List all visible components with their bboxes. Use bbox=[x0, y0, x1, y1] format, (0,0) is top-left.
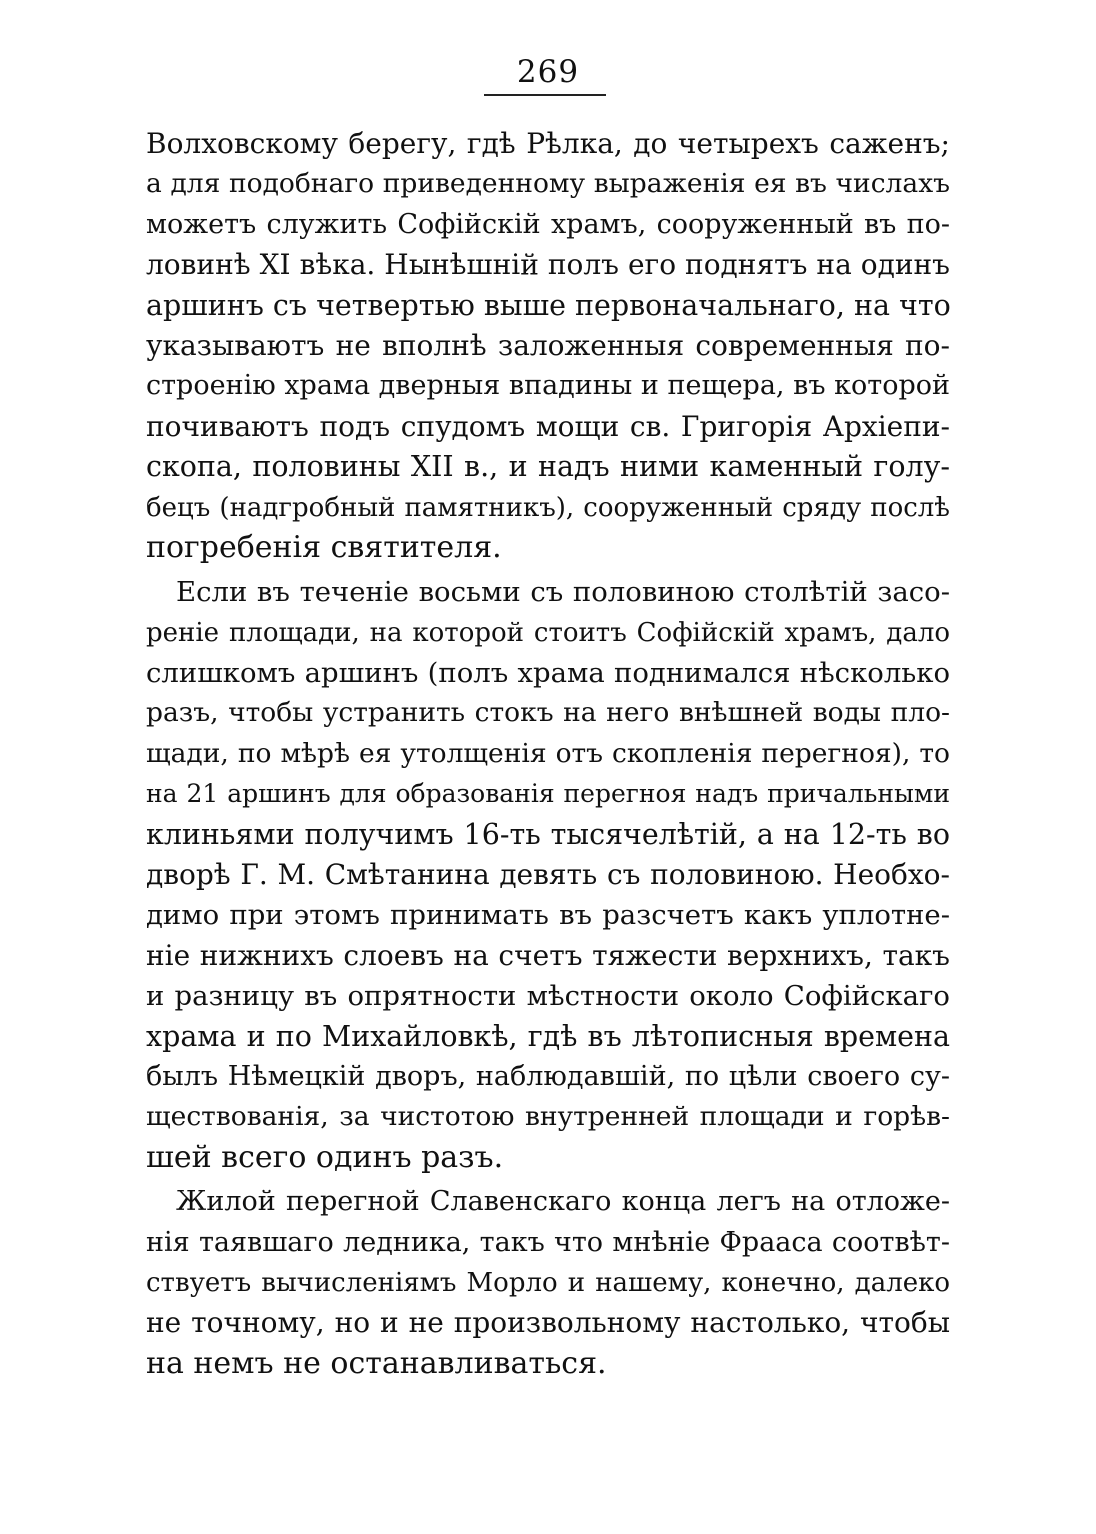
text-line: клиньями получимъ 16-ть тысячелѣтій, а на 12-ть во bbox=[146, 817, 950, 851]
text-line: на немъ не останавливаться. bbox=[146, 1345, 607, 1381]
text-line: ствуетъ вычисленіямъ Морло и нашему, конечно, далеко bbox=[146, 1267, 950, 1298]
text-line: не точному, но и не произвольному настолько, чтобы bbox=[146, 1306, 950, 1340]
text-line: почиваютъ подъ спудомъ мощи св. Григорія Архіепи- bbox=[146, 409, 950, 443]
text-line: дворѣ Г. М. Смѣтанина девять съ половиною. Необхо- bbox=[146, 858, 950, 892]
text-line: слишкомъ аршинъ (полъ храма поднимался нѣсколько bbox=[146, 657, 950, 690]
text-line: строенію храма дверныя впадины и пещера, въ которой bbox=[146, 370, 950, 402]
text-line: ніе нижнихъ слоевъ на счетъ тяжести верхнихъ, такъ bbox=[146, 938, 950, 972]
text-line: былъ Нѣмецкій дворъ, наблюдавшій, по цѣли своего су- bbox=[146, 1060, 950, 1092]
text-line: ловинѣ XI вѣка. Нынѣшній полъ его поднятъ на одинъ bbox=[146, 248, 950, 282]
text-line: Волховскому берегу, гдѣ Рѣлка, до четырехъ саженъ; bbox=[146, 127, 950, 160]
text-line: а для подобнаго приведенному выраженія ея въ числахъ bbox=[146, 168, 950, 200]
text-line: можетъ служить Софійскій храмъ, сооруженный въ по- bbox=[146, 208, 950, 240]
body-text bbox=[146, 124, 950, 1384]
text-line: храма и по Михайловкѣ, гдѣ въ лѣтописныя времена bbox=[146, 1019, 950, 1053]
text-line: димо при этомъ принимать въ разсчетъ какъ уплотне- bbox=[146, 899, 950, 932]
paragraph bbox=[146, 1182, 950, 1384]
text-line: реніе площади, на которой стоитъ Софійскій храмъ, дало bbox=[146, 617, 950, 648]
text-line: бецъ (надгробный памятникъ), сооруженный сряду послѣ bbox=[146, 492, 950, 523]
text-line: ществованія, за чистотою внутренней площади и горѣв- bbox=[146, 1101, 950, 1133]
text-line: аршинъ съ четвертью выше первоначальнаго, на что bbox=[146, 288, 951, 322]
text-line: нія таявшаго ледника, такъ что мнѣніе Фрааса соотвѣт- bbox=[146, 1226, 950, 1258]
text-line: щади, по мѣрѣ ея утолщенія отъ скопленія перегноя), то bbox=[146, 737, 950, 769]
paragraph bbox=[146, 124, 950, 568]
text-line: шей всего одинъ разъ. bbox=[146, 1139, 504, 1175]
paragraph bbox=[146, 572, 950, 1178]
text-line: указываютъ не вполнѣ заложенныя современныя по- bbox=[146, 328, 950, 362]
text-line: Жилой перегной Славенскаго конца легъ на отложе- bbox=[176, 1186, 950, 1218]
text-line: Если въ теченіе восьми съ половиною столѣтій засо- bbox=[176, 576, 950, 609]
text-line: на 21 аршинъ для образованія перегноя надъ причальными bbox=[146, 779, 950, 809]
page-number-rule bbox=[484, 94, 606, 96]
text-line: и разницу въ опрятности мѣстности около Софійскаго bbox=[146, 980, 950, 1013]
page-number: 269 bbox=[516, 54, 580, 90]
text-line: разъ, чтобы устранить стокъ на него внѣшней воды пло- bbox=[146, 697, 950, 729]
text-line: скопа, половины XII в., и надъ ними каменный голу- bbox=[146, 450, 950, 484]
text-line: погребенія святителя. bbox=[146, 529, 502, 565]
